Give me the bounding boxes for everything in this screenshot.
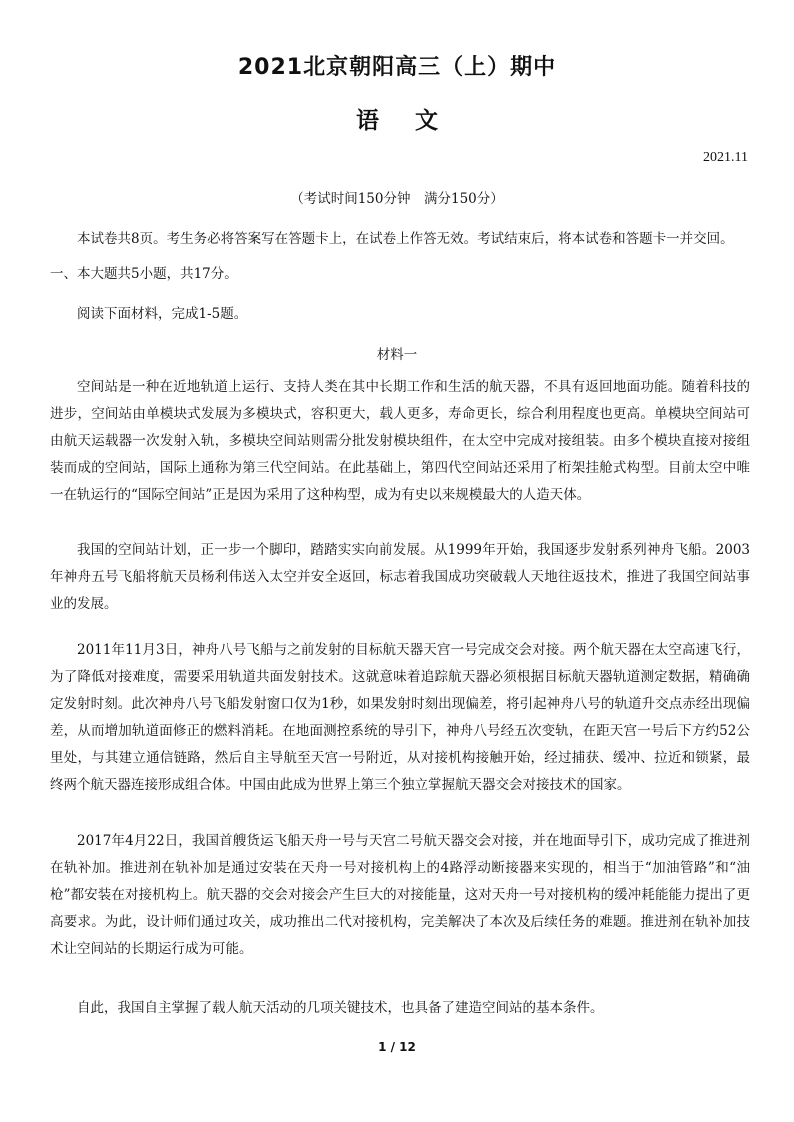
exam-title: 2021北京朝阳高三（上）期中 xyxy=(237,55,557,80)
exam-duration-info: （考试时间150分钟 满分150分） xyxy=(290,191,504,207)
exam-date: 2021.11 xyxy=(703,150,748,165)
paragraph: 2011年11月3日，神舟八号飞船与之前发射的目标航天器天宫一号完成交会对接。两个航天器在太空高速飞行，为了降低对接难度，需要采用轨道共面发射技术。这就意味着追踪航天器必须根据目标航天器轨道测定数据，精确确定发射时刻。此次神舟八号飞船发射窗口仅为1秒，如果发射时刻出现偏差，将引起神舟八号的轨道升交点赤经出现偏差，从而增加轨道面修正的燃料消耗。在地面测控系统的导引下，神舟八号经五次变轨，在距天宫一号后下方约52公里处，与其建立通信链路，然后自主导航至天宫一号附近，从对接机构接触开始，经过捕获、缓冲、拉近和锁紧，最终两个航天器连接形成组合体。中国由此成为世界上第三个独立掌握航天器交会对接技术的国家。 xyxy=(50,642,750,793)
paragraph: 自此，我国自主掌握了载人航天活动的几项关键技术，也具备了建造空间站的基本条件。 xyxy=(77,1000,604,1016)
section-instruction: 阅读下面材料，完成1-5题。 xyxy=(77,306,248,322)
exam-notice: 本试卷共8页。考生务必将答案写在答题卡上，在试卷上作答无效。考试结束后，将本试卷和答题卡一并交回。 xyxy=(77,231,734,247)
paragraph: 2017年4月22日，我国首艘货运飞船天舟一号与天宫二号航天器交会对接，并在地面导引下，成功完成了推进剂在轨补加。推进剂在轨补加是通过安装在天舟一号对接机构上的4路浮动断接器来实现的，相当于“加油管路”和“油枪”都安装在对接机构上。航天器的交会对接会产生巨大的对接能量，这对天舟一号对接机构的缓冲耗能能力提出了更高要求。为此，设计师们通过攻关，成功推出二代对接机构，完美解决了本次及后续任务的难题。推进剂在轨补加技术让空间站的长期运行成为可能。 xyxy=(50,833,750,957)
section-heading: 一、本大题共5小题，共17分。 xyxy=(50,266,238,282)
material-title: 材料一 xyxy=(376,347,418,363)
page-number: 1 / 12 xyxy=(378,1040,416,1054)
paragraph: 我国的空间站计划，正一步一个脚印，踏踏实实向前发展。从1999年开始，我国逐步发射系列神舟飞船。2003年神舟五号飞船将航天员杨利伟送入太空并安全返回，标志着我国成功突破载人天地往返技术，推进了我国空间站事业的发展。 xyxy=(50,542,750,612)
paragraph: 空间站是一种在近地轨道上运行、支持人类在其中长期工作和生活的航天器，不具有返回地面功能。随着科技的进步，空间站由单模块式发展为多模块式，容积更大，载人更多，寿命更长，综合利用程度也更高。单模块空间站可由航天运载器一次发射入轨，多模块空间站则需分批发射模块组件，在太空中完成对接组装。由多个模块直接对接组装而成的空间站，国际上通称为第三代空间站。在此基础上，第四代空间站还采用了桁架挂舱式构型。目前太空中唯一在轨运行的“国际空间站”正是因为采用了这种构型，成为有史以来规模最大的人造天体。 xyxy=(50,379,750,503)
subject-title: 语文 xyxy=(356,108,474,134)
